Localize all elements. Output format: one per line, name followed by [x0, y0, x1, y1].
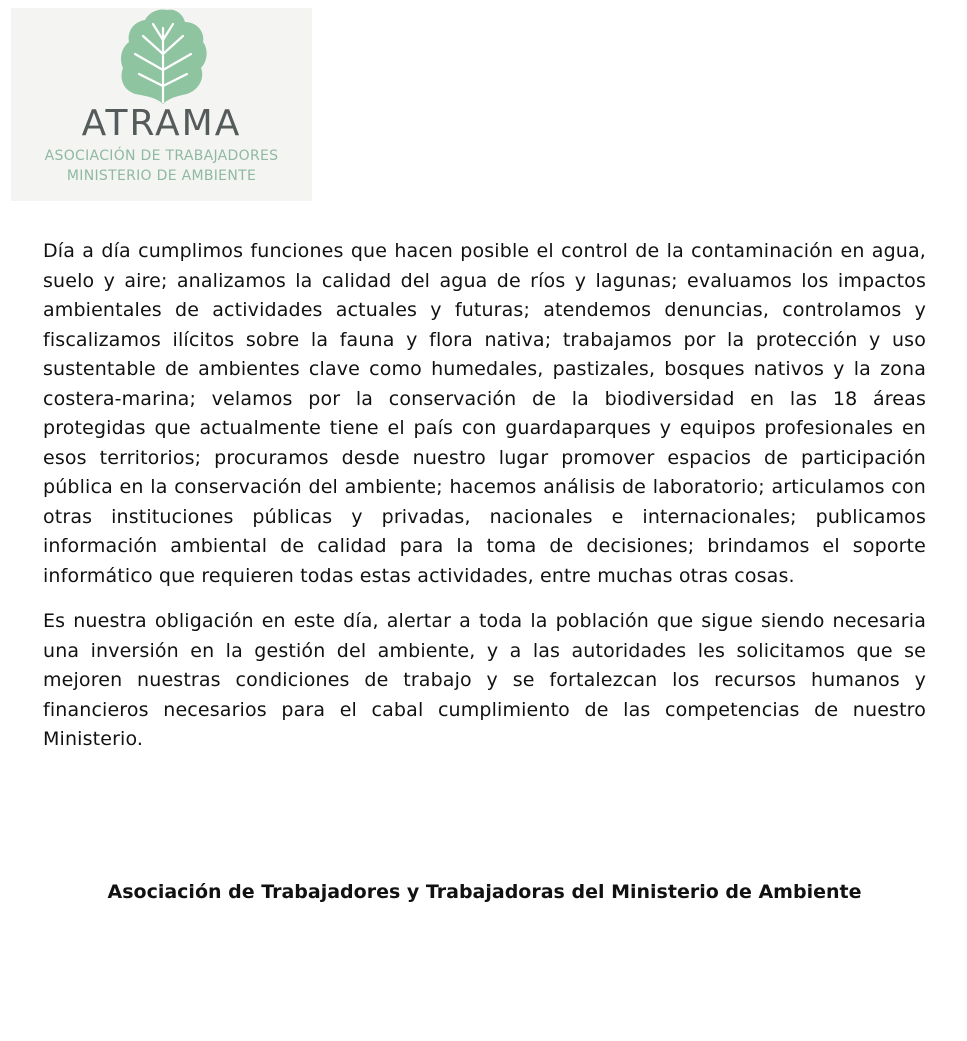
- logo-subtitle-line1: ASOCIACIÓN DE TRABAJADORES: [44, 148, 279, 164]
- paragraph-functions: Día a día cumplimos funciones que hacen posible el control de la contaminación en agua, suelo y aire; analizamos la calidad del agua de ríos y lagunas; evaluamos los impactos ambientales de actividades actuales y futuras; atendemos denuncias, controlamos y fiscalizamos ilícitos sobre la fauna y flora nativa; trabajamos por la protección y uso sustentable de ambientes clave como humedales, pastizales, bosques nativos y la zona costera-marina; velamos por la conservación de la biodiversidad en las 18 áreas protegidas que actualmente tiene el país con guardaparques y equipos profesionales en esos territorios; procuramos desde nuestro lugar promover espacios de participación pública en la conservación del ambiente; hacemos análisis de laboratorio; articulamos con otras instituciones públicas y privadas, nacionales e internacionales; publicamos información ambiental de calidad para la toma de decisiones; brindamos el soporte informático que requieren todas estas actividades, entre muchas otras cosas.: [43, 240, 926, 587]
- leaf-icon: [117, 8, 209, 104]
- signature: Asociación de Trabajadores y Trabajadoras del Ministerio de Ambiente: [107, 881, 862, 903]
- paragraph-call-to-action: Es nuestra obligación en este día, alertar a toda la población que sigue siendo necesaria una inversión en la gestión del ambiente, y a las autoridades les solicitamos que se mejoren nuestras condiciones de trabajo y se fortalezcan los recursos humanos y financieros necesarios para el cabal cumplimiento de las competencias de nuestro Ministerio.: [43, 610, 926, 750]
- logo-name: ATRAMA: [81, 103, 242, 144]
- atrama-logo: [11, 8, 312, 201]
- document-body: [43, 237, 926, 771]
- logo-subtitle-line2: MINISTERIO DE AMBIENTE: [66, 168, 257, 184]
